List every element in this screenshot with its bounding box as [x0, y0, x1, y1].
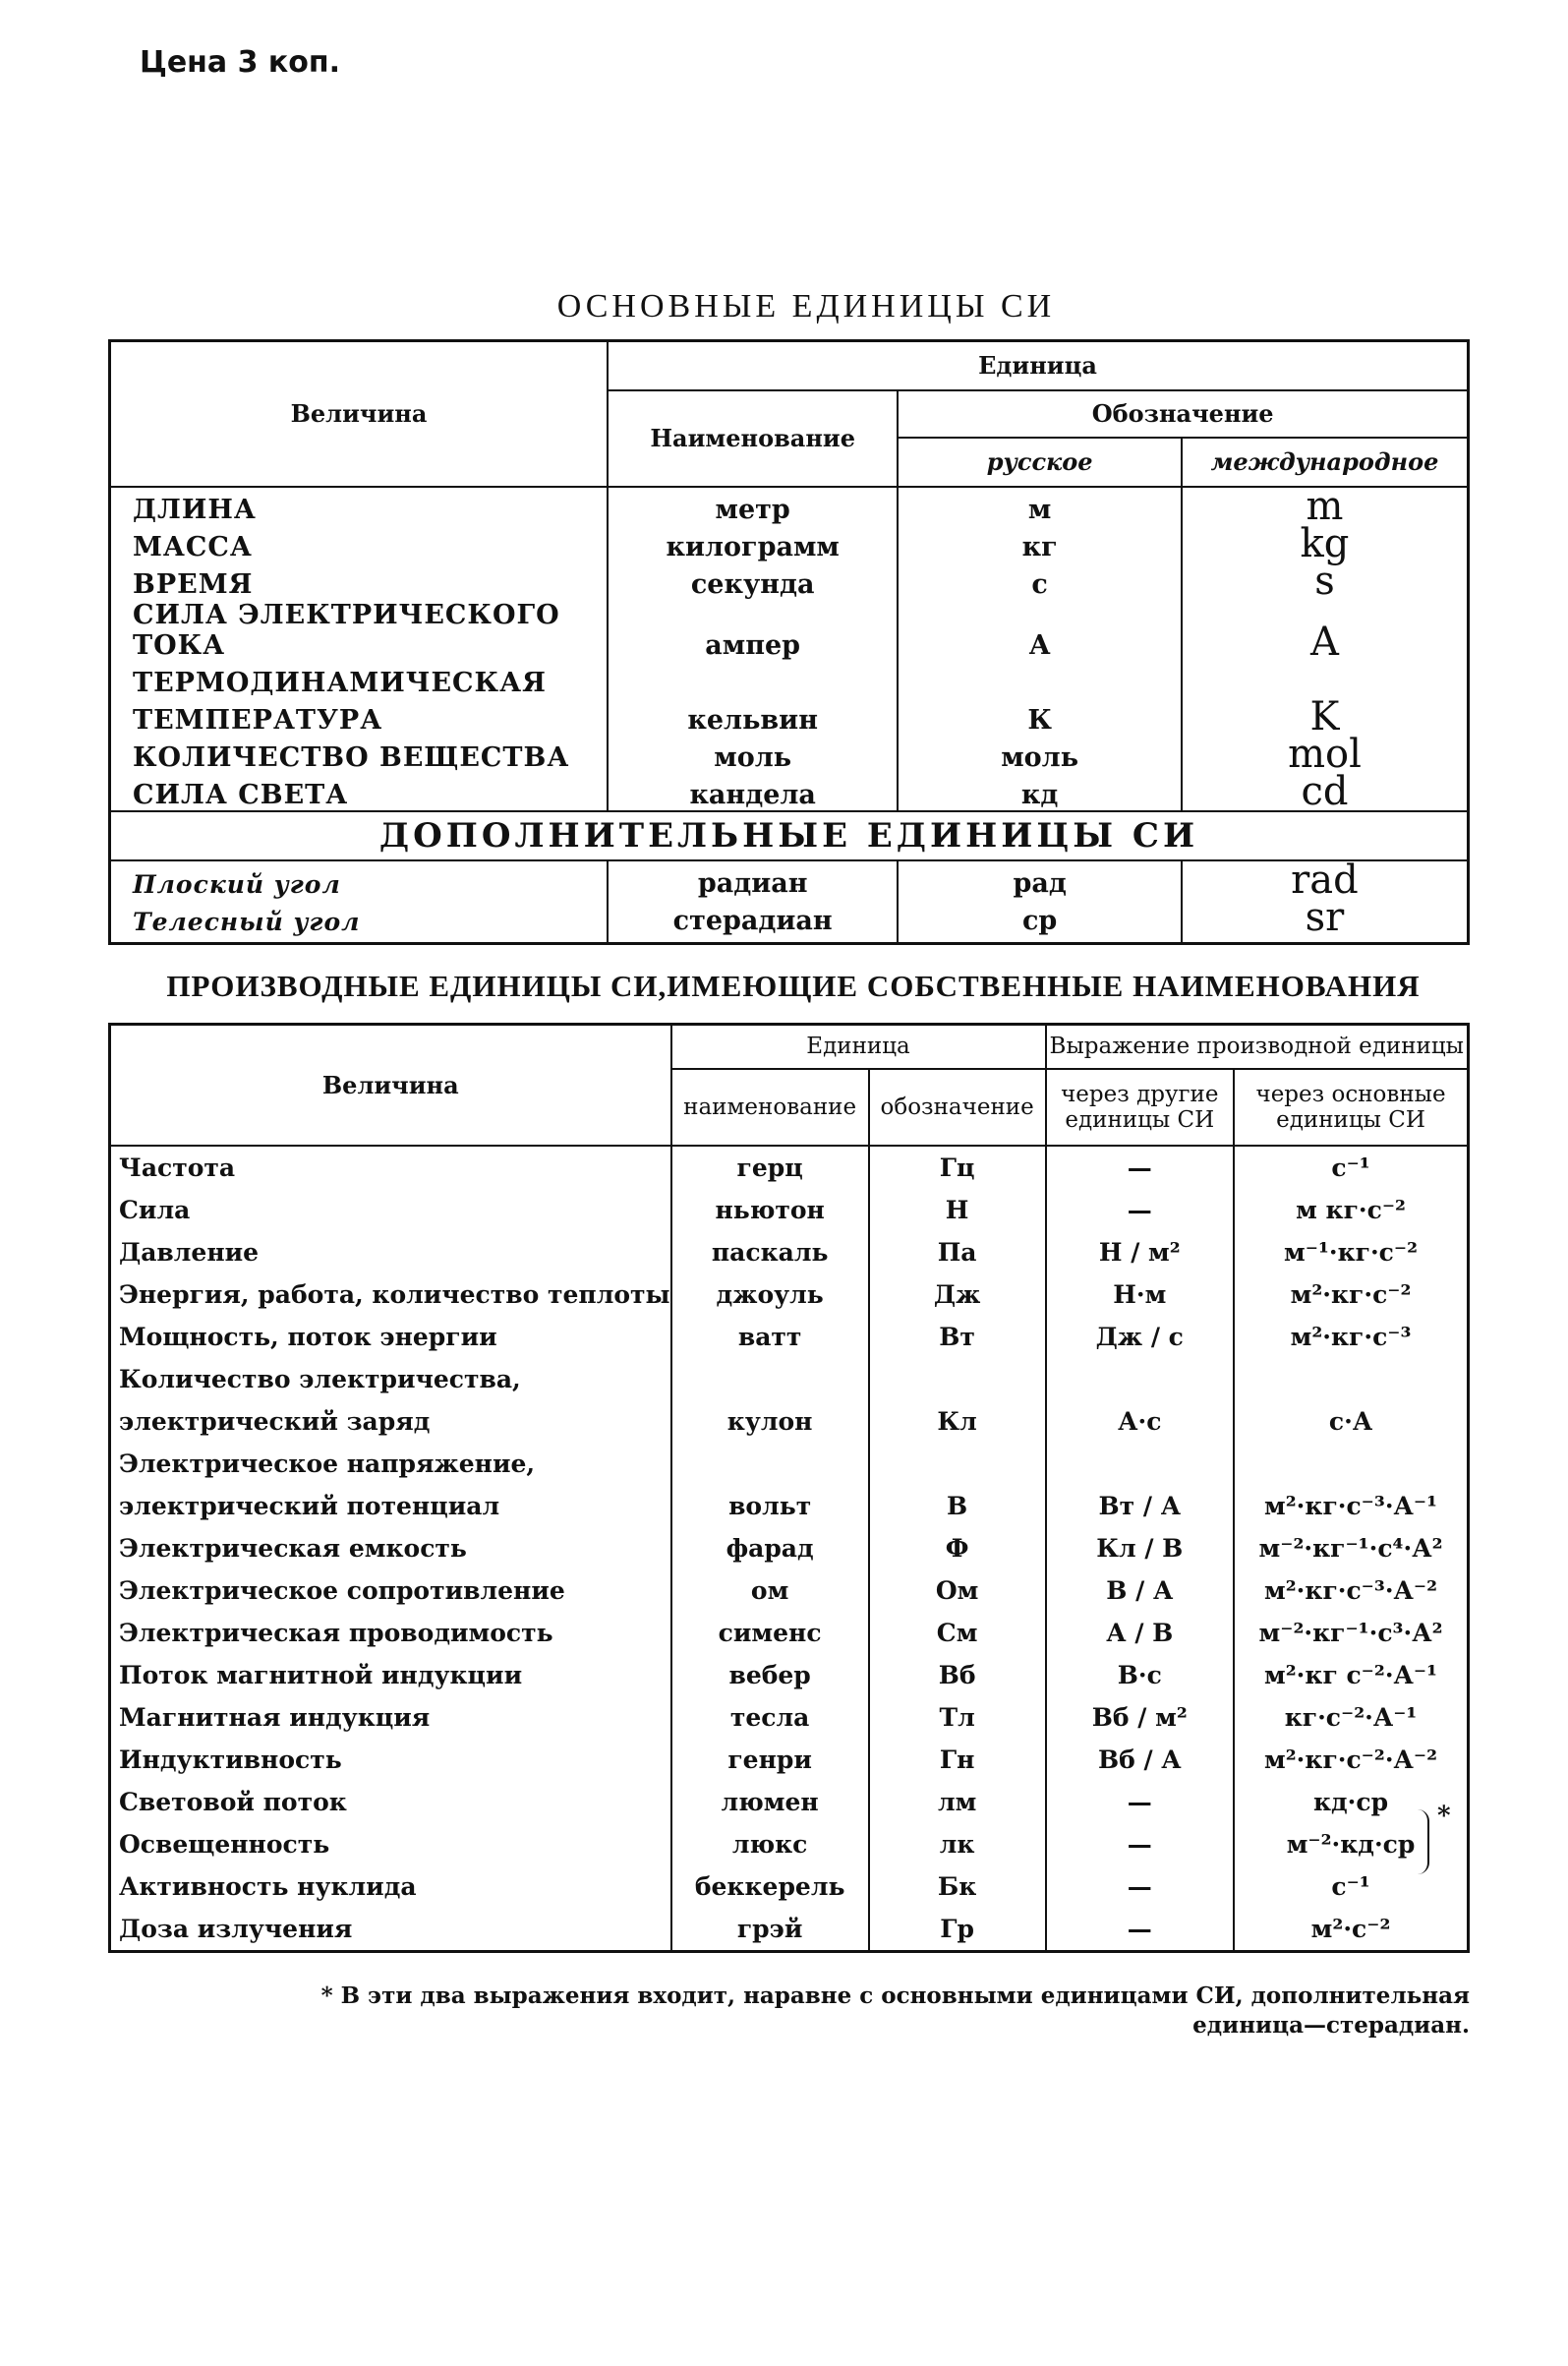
- header-unit: Единица: [671, 1025, 1046, 1069]
- quantity-cell: Индуктивность: [110, 1739, 671, 1781]
- russian-symbol-cell: ср: [898, 899, 1182, 944]
- quantity-cell: Доза излучения: [110, 1908, 671, 1952]
- table-row: [110, 1485, 1469, 1527]
- via-base-cell: [1234, 1443, 1468, 1485]
- table-row: [110, 1781, 1469, 1823]
- unit-name-cell: ом: [671, 1569, 869, 1612]
- symbol-cell: Гц: [869, 1146, 1046, 1189]
- via-other-cell: А·с: [1046, 1400, 1235, 1443]
- international-symbol-cell: K: [1182, 698, 1469, 736]
- unit-name-cell: кулон: [671, 1400, 869, 1443]
- unit-name-cell: килограмм: [608, 525, 898, 562]
- russian-symbol-cell: [898, 661, 1182, 698]
- quantity-cell: МАССА: [110, 525, 609, 562]
- unit-name-cell: секунда: [608, 562, 898, 600]
- derived-units-table: [108, 1023, 1470, 1953]
- table-row: [110, 860, 1469, 899]
- quantity-cell: электрический потенциал: [110, 1485, 671, 1527]
- international-symbol-cell: s: [1182, 562, 1469, 600]
- bracket-star: *: [1437, 1802, 1451, 1831]
- table-row: [110, 1316, 1469, 1358]
- table-row: [110, 1823, 1469, 1865]
- unit-name-cell: тесла: [671, 1696, 869, 1739]
- symbol-cell: [869, 1358, 1046, 1400]
- table-row: [110, 1146, 1469, 1189]
- header-name: наименование: [671, 1069, 869, 1146]
- via-other-cell: Н / м²: [1046, 1231, 1235, 1273]
- international-symbol-cell: m: [1182, 487, 1469, 525]
- international-symbol-cell: [1182, 661, 1469, 698]
- via-base-cell: с·А: [1234, 1400, 1468, 1443]
- via-other-cell: —: [1046, 1189, 1235, 1231]
- header-expression: Выражение производной единицы: [1046, 1025, 1469, 1069]
- russian-symbol-cell: К: [898, 698, 1182, 736]
- table-row: [110, 698, 1469, 736]
- table-row: [110, 1696, 1469, 1739]
- symbol-cell: [869, 1443, 1046, 1485]
- unit-name-cell: радиан: [608, 860, 898, 899]
- unit-name-cell: сименс: [671, 1612, 869, 1654]
- quantity-cell: Активность нуклида: [110, 1865, 671, 1908]
- quantity-cell: электрический заряд: [110, 1400, 671, 1443]
- unit-name-cell: кельвин: [608, 698, 898, 736]
- quantity-cell: Освещенность: [110, 1823, 671, 1865]
- unit-name-cell: люкс: [671, 1823, 869, 1865]
- symbol-cell: Н: [869, 1189, 1046, 1231]
- supplementary-units-title: ДОПОЛНИТЕЛЬНЫЕ ЕДИНИЦЫ СИ: [110, 811, 1469, 860]
- quantity-cell: Световой поток: [110, 1781, 671, 1823]
- via-base-cell: м⁻¹·кг·с⁻²: [1234, 1231, 1468, 1273]
- quantity-cell: Поток магнитной индукции: [110, 1654, 671, 1696]
- table-row: [110, 736, 1469, 773]
- symbol-cell: Дж: [869, 1273, 1046, 1316]
- table-row: [110, 1865, 1469, 1908]
- unit-name-cell: грэй: [671, 1908, 869, 1952]
- unit-name-cell: моль: [608, 736, 898, 773]
- symbol-cell: Ом: [869, 1569, 1046, 1612]
- international-symbol-cell: rad: [1182, 860, 1469, 899]
- table-row: [110, 525, 1469, 562]
- unit-name-cell: кандела: [608, 773, 898, 811]
- quantity-cell: КОЛИЧЕСТВО ВЕЩЕСТВА: [110, 736, 609, 773]
- symbol-cell: Гн: [869, 1739, 1046, 1781]
- unit-name-cell: вольт: [671, 1485, 869, 1527]
- international-symbol-cell: kg: [1182, 525, 1469, 562]
- header-name: Наименование: [608, 390, 898, 487]
- symbol-cell: Гр: [869, 1908, 1046, 1952]
- quantity-cell: Телесный угол: [110, 899, 609, 944]
- unit-name-cell: вебер: [671, 1654, 869, 1696]
- table-row: [110, 1231, 1469, 1273]
- unit-name-cell: герц: [671, 1146, 869, 1189]
- quantity-cell: Количество электричества,: [110, 1358, 671, 1400]
- via-base-cell: м²·кг·с⁻³·А⁻¹: [1234, 1485, 1468, 1527]
- symbol-cell: Ф: [869, 1527, 1046, 1569]
- derived-units-title: ПРОИЗВОДНЫЕ ЕДИНИЦЫ СИ,ИМЕЮЩИЕ СОБСТВЕННЫЕ НАИМЕНОВАНИЯ: [166, 969, 1421, 1003]
- quantity-cell: Электрическая емкость: [110, 1527, 671, 1569]
- international-symbol-cell: cd: [1182, 773, 1469, 811]
- table-row: [110, 562, 1469, 600]
- symbol-cell: В: [869, 1485, 1046, 1527]
- via-other-cell: Вб / А: [1046, 1739, 1235, 1781]
- base-units-table: [108, 339, 1470, 945]
- unit-name-cell: паскаль: [671, 1231, 869, 1273]
- via-base-cell: м²·кг·с⁻³·А⁻²: [1234, 1569, 1468, 1612]
- symbol-cell: Вт: [869, 1316, 1046, 1358]
- brace: [1418, 1809, 1429, 1874]
- via-base-cell: м²·с⁻²: [1234, 1908, 1468, 1952]
- header-designation: обозначение: [869, 1069, 1046, 1146]
- symbol-cell: См: [869, 1612, 1046, 1654]
- via-base-cell: с⁻¹: [1234, 1146, 1468, 1189]
- quantity-cell: ВРЕМЯ: [110, 562, 609, 600]
- quantity-cell: ТЕРМОДИНАМИЧЕСКАЯ: [110, 661, 609, 698]
- quantity-cell: СИЛА ЭЛЕКТРИЧЕСКОГО ТОКА: [110, 600, 609, 661]
- quantity-cell: Давление: [110, 1231, 671, 1273]
- table-row: [110, 1443, 1469, 1485]
- header-russian: русское: [898, 438, 1182, 487]
- via-other-cell: Вб / м²: [1046, 1696, 1235, 1739]
- unit-name-cell: фарад: [671, 1527, 869, 1569]
- header-unit: Единица: [608, 341, 1468, 390]
- russian-symbol-cell: м: [898, 487, 1182, 525]
- via-other-cell: —: [1046, 1781, 1235, 1823]
- via-base-cell: м²·кг·с⁻²: [1234, 1273, 1468, 1316]
- russian-symbol-cell: кд: [898, 773, 1182, 811]
- symbol-cell: Вб: [869, 1654, 1046, 1696]
- quantity-cell: Магнитная индукция: [110, 1696, 671, 1739]
- russian-symbol-cell: рад: [898, 860, 1182, 899]
- table-row: [110, 1189, 1469, 1231]
- via-other-cell: В / А: [1046, 1569, 1235, 1612]
- table-row: [110, 1612, 1469, 1654]
- table-row: [110, 600, 1469, 661]
- quantity-cell: Электрическое напряжение,: [110, 1443, 671, 1485]
- via-base-cell: кг·с⁻²·А⁻¹: [1234, 1696, 1468, 1739]
- quantity-cell: Энергия, работа, количество теплоты: [110, 1273, 671, 1316]
- via-other-cell: —: [1046, 1146, 1235, 1189]
- via-base-cell: м²·кг с⁻²·А⁻¹: [1234, 1654, 1468, 1696]
- quantity-cell: Плоский угол: [110, 860, 609, 899]
- table-row: [110, 1400, 1469, 1443]
- russian-symbol-cell: моль: [898, 736, 1182, 773]
- quantity-cell: СИЛА СВЕТА: [110, 773, 609, 811]
- via-base-cell: [1234, 1358, 1468, 1400]
- via-other-cell: [1046, 1443, 1235, 1485]
- header-designation: Обозначение: [898, 390, 1468, 438]
- header-quantity: Величина: [110, 1025, 671, 1146]
- via-base-cell: кд·ср: [1234, 1781, 1468, 1823]
- via-other-cell: Н·м: [1046, 1273, 1235, 1316]
- unit-name-cell: стерадиан: [608, 899, 898, 944]
- symbol-cell: лм: [869, 1781, 1046, 1823]
- table-row: [110, 1654, 1469, 1696]
- unit-name-cell: генри: [671, 1739, 869, 1781]
- via-other-cell: В·с: [1046, 1654, 1235, 1696]
- quantity-cell: Электрическое сопротивление: [110, 1569, 671, 1612]
- via-other-cell: [1046, 1358, 1235, 1400]
- unit-name-cell: метр: [608, 487, 898, 525]
- via-other-cell: Вт / А: [1046, 1485, 1235, 1527]
- unit-name-cell: беккерель: [671, 1865, 869, 1908]
- base-units-title: ОСНОВНЫЕ ЕДИНИЦЫ СИ: [556, 288, 1056, 325]
- footnote: * В эти два выражения входит, наравне с основными единицами СИ, дополнительная единица—стерадиан.: [320, 1982, 1470, 2039]
- symbol-cell: Бк: [869, 1865, 1046, 1908]
- via-base-cell: м⁻²·кд·ср: [1234, 1823, 1468, 1865]
- unit-name-cell: [671, 1443, 869, 1485]
- table-row: [110, 1358, 1469, 1400]
- via-other-cell: А / В: [1046, 1612, 1235, 1654]
- russian-symbol-cell: кг: [898, 525, 1182, 562]
- table-row: [110, 1527, 1469, 1569]
- quantity-cell: Электрическая проводимость: [110, 1612, 671, 1654]
- unit-name-cell: [671, 1358, 869, 1400]
- via-other-cell: —: [1046, 1865, 1235, 1908]
- table-row: [110, 773, 1469, 811]
- via-base-cell: м кг·с⁻²: [1234, 1189, 1468, 1231]
- header-via-other: через другие единицы СИ: [1046, 1069, 1235, 1146]
- unit-name-cell: джоуль: [671, 1273, 869, 1316]
- table-row: [110, 1739, 1469, 1781]
- header-international: международное: [1182, 438, 1469, 487]
- price-label: Цена 3 коп.: [140, 45, 341, 80]
- unit-name-cell: ампер: [608, 600, 898, 661]
- table-row: [110, 899, 1469, 944]
- russian-symbol-cell: А: [898, 600, 1182, 661]
- unit-name-cell: люмен: [671, 1781, 869, 1823]
- international-symbol-cell: sr: [1182, 899, 1469, 944]
- header-quantity: Величина: [110, 341, 609, 487]
- symbol-cell: Кл: [869, 1400, 1046, 1443]
- table-row: [110, 1273, 1469, 1316]
- table-row: [110, 487, 1469, 525]
- via-other-cell: —: [1046, 1823, 1235, 1865]
- international-symbol-cell: A: [1182, 600, 1469, 661]
- via-base-cell: с⁻¹: [1234, 1865, 1468, 1908]
- via-other-cell: Кл / В: [1046, 1527, 1235, 1569]
- quantity-cell: ТЕМПЕРАТУРА: [110, 698, 609, 736]
- symbol-cell: Па: [869, 1231, 1046, 1273]
- quantity-cell: Мощность, поток энергии: [110, 1316, 671, 1358]
- via-other-cell: —: [1046, 1908, 1235, 1952]
- via-base-cell: м⁻²·кг⁻¹·с⁴·А²: [1234, 1527, 1468, 1569]
- russian-symbol-cell: с: [898, 562, 1182, 600]
- via-base-cell: м⁻²·кг⁻¹·с³·А²: [1234, 1612, 1468, 1654]
- quantity-cell: Сила: [110, 1189, 671, 1231]
- via-base-cell: м²·кг·с⁻²·А⁻²: [1234, 1739, 1468, 1781]
- symbol-cell: Тл: [869, 1696, 1046, 1739]
- table-row: [110, 1569, 1469, 1612]
- unit-name-cell: ватт: [671, 1316, 869, 1358]
- via-base-cell: м²·кг·с⁻³: [1234, 1316, 1468, 1358]
- unit-name-cell: [608, 661, 898, 698]
- via-other-cell: Дж / с: [1046, 1316, 1235, 1358]
- international-symbol-cell: mol: [1182, 736, 1469, 773]
- unit-name-cell: ньютон: [671, 1189, 869, 1231]
- quantity-cell: ДЛИНА: [110, 487, 609, 525]
- table-row: [110, 1908, 1469, 1952]
- table-row: [110, 661, 1469, 698]
- header-via-base: через основные единицы СИ: [1234, 1069, 1468, 1146]
- quantity-cell: Частота: [110, 1146, 671, 1189]
- symbol-cell: лк: [869, 1823, 1046, 1865]
